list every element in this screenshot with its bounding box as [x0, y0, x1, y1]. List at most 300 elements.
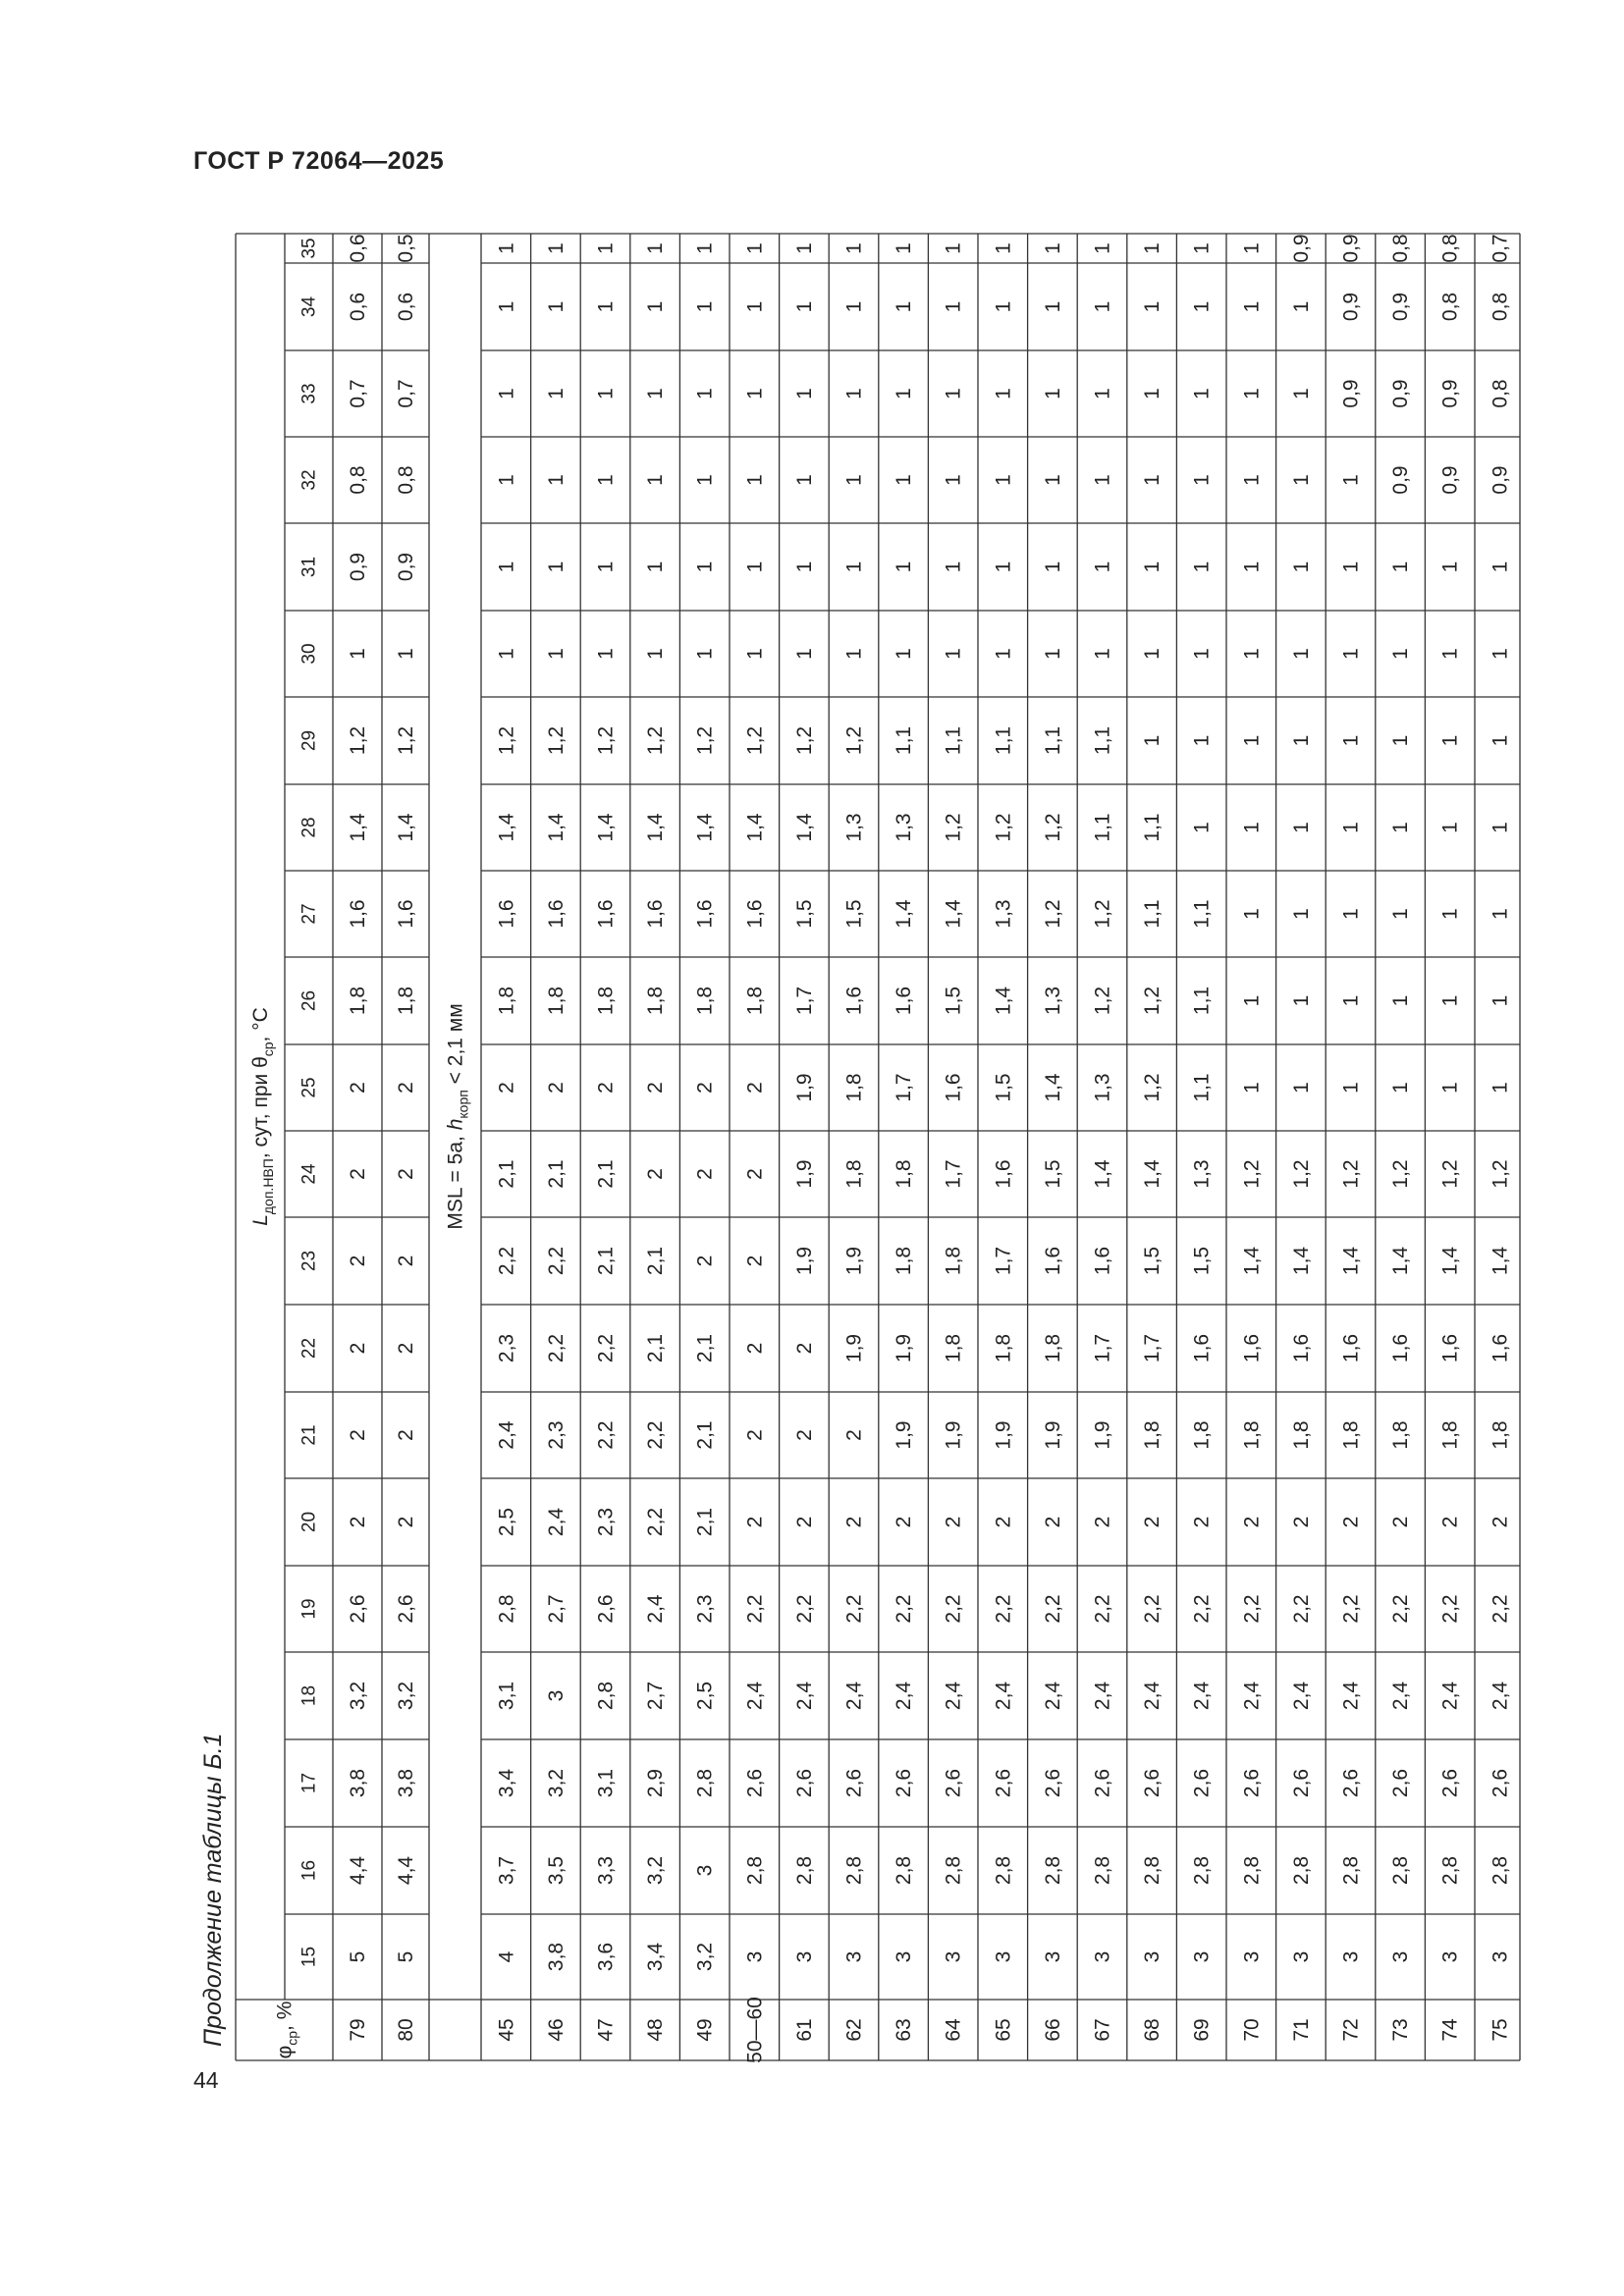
value-cell: 1,3 [991, 899, 1014, 929]
temperature-header: 35 [298, 238, 319, 259]
value-cell: 1 [1488, 822, 1511, 833]
value-cell: 3,3 [594, 1855, 617, 1886]
temperature-header: 34 [298, 295, 319, 318]
page-number: 44 [193, 2067, 219, 2093]
value-cell: 1 [892, 242, 915, 254]
value-cell: 1,9 [792, 1246, 816, 1276]
value-cell: 2 [346, 1342, 369, 1355]
value-cell: 1,8 [742, 986, 766, 1016]
value-cell: 1,2 [1041, 813, 1064, 842]
temperature-header: 27 [298, 903, 319, 925]
value-cell: 1 [1091, 648, 1113, 660]
value-cell: 1 [1339, 648, 1362, 660]
phi-cell: 80 [394, 2018, 417, 2042]
temperature-header: 29 [298, 729, 319, 752]
value-cell: 2,2 [792, 1594, 816, 1624]
value-cell: 1 [1488, 994, 1511, 1007]
value-cell: 1,6 [991, 1159, 1014, 1189]
value-cell: 2,4 [991, 1681, 1014, 1711]
value-cell: 1,6 [594, 899, 617, 929]
value-cell: 2 [991, 1516, 1014, 1528]
temperature-header: 19 [298, 1598, 319, 1620]
value-cell: 1,8 [842, 1159, 865, 1189]
temperature-header: 22 [298, 1337, 319, 1360]
value-cell: 1 [1388, 648, 1412, 660]
value-cell: 2,2 [1438, 1594, 1462, 1624]
value-cell: 3,8 [346, 1768, 369, 1798]
value-cell: 3 [1339, 1950, 1362, 1963]
value-cell: 1,2 [544, 725, 568, 756]
value-cell: 3 [792, 1950, 816, 1963]
value-cell: 2,6 [1190, 1768, 1214, 1798]
value-cell: 0,7 [1488, 234, 1511, 263]
value-cell: 1 [1438, 648, 1462, 660]
value-cell: 3,6 [594, 1942, 617, 1972]
value-cell: 1 [942, 242, 965, 254]
value-cell: 2,4 [494, 1420, 517, 1450]
value-cell: 1 [1438, 561, 1462, 573]
value-cell: 1 [792, 388, 816, 400]
value-cell: 1 [1091, 242, 1113, 254]
value-cell: 3 [892, 1950, 915, 1963]
value-cell: 1,9 [991, 1420, 1014, 1450]
value-cell: 1,6 [1438, 1333, 1462, 1363]
value-cell: 0,9 [1388, 379, 1412, 408]
value-cell: 1,6 [1091, 1246, 1113, 1276]
value-cell: 1 [1239, 242, 1263, 254]
value-cell: 1,8 [892, 1246, 915, 1276]
value-cell: 1 [693, 648, 717, 660]
value-cell: 1 [1488, 648, 1511, 660]
value-cell: 1 [643, 561, 667, 573]
value-cell: 2,4 [1488, 1681, 1511, 1711]
value-cell: 2 [693, 1168, 717, 1180]
value-cell: 0,6 [346, 292, 369, 322]
value-cell: 1 [1339, 994, 1362, 1007]
value-cell: 0,9 [1488, 465, 1511, 495]
value-cell: 1,2 [643, 725, 667, 756]
value-cell: 1 [1388, 1082, 1412, 1094]
value-cell: 2,9 [643, 1768, 667, 1798]
value-cell: 2,1 [643, 1333, 667, 1363]
value-cell: 1,6 [1339, 1333, 1362, 1363]
value-cell: 1 [892, 300, 915, 313]
value-cell: 1 [1239, 994, 1263, 1007]
value-cell: 2 [792, 1342, 816, 1355]
value-cell: 1,2 [1140, 986, 1164, 1016]
value-cell: 2,4 [1339, 1681, 1362, 1711]
phi-cell: 72 [1339, 2018, 1362, 2042]
value-cell: 1 [1091, 561, 1113, 573]
value-cell: 1,4 [1289, 1246, 1313, 1276]
value-cell: 2 [693, 1082, 717, 1094]
value-cell: 1,4 [643, 813, 667, 842]
value-cell: 1,5 [942, 986, 965, 1016]
value-cell: 3,1 [494, 1681, 517, 1711]
value-cell: 2 [643, 1168, 667, 1180]
value-cell: 1,5 [792, 899, 816, 929]
value-cell: 2,4 [892, 1681, 915, 1711]
value-cell: 1,6 [1239, 1333, 1263, 1363]
value-cell: 1,8 [842, 1073, 865, 1102]
value-cell: 1,4 [1140, 1159, 1164, 1189]
value-cell: 1,5 [1041, 1159, 1064, 1189]
value-cell: 2 [1041, 1516, 1064, 1528]
value-cell: 2 [1289, 1516, 1313, 1528]
value-cell: 1 [1289, 908, 1313, 920]
value-cell: 1,8 [1190, 1420, 1214, 1450]
value-cell: 1,6 [1388, 1333, 1412, 1363]
value-cell: 1,1 [1190, 1073, 1214, 1102]
value-cell: 3,8 [394, 1768, 417, 1798]
value-cell: 2,2 [494, 1246, 517, 1276]
value-cell: 1 [991, 388, 1014, 400]
value-cell: 2,4 [792, 1681, 816, 1711]
value-cell: 3 [1140, 1950, 1164, 1963]
value-cell: 2 [792, 1429, 816, 1441]
value-cell: 1,8 [1041, 1333, 1064, 1363]
value-cell: 1 [1190, 822, 1214, 833]
value-cell: 4,4 [346, 1855, 369, 1886]
value-cell: 1 [1488, 1082, 1511, 1094]
value-cell: 1,9 [1091, 1420, 1113, 1450]
value-cell: 1 [1239, 474, 1263, 486]
value-cell: 2,8 [1289, 1855, 1313, 1886]
value-cell: 0,8 [1438, 234, 1462, 263]
value-cell: 1 [1388, 994, 1412, 1007]
value-cell: 2,8 [693, 1768, 717, 1798]
value-cell: 2,7 [544, 1594, 568, 1624]
value-cell: 1 [942, 648, 965, 660]
value-cell: 1,8 [1239, 1420, 1263, 1450]
value-cell: 2,2 [544, 1246, 568, 1276]
value-cell: 1 [742, 648, 766, 660]
value-cell: 1 [1388, 908, 1412, 920]
value-cell: 1,8 [1140, 1420, 1164, 1450]
value-cell: 2,8 [1438, 1855, 1462, 1886]
value-cell: 1,8 [1438, 1420, 1462, 1450]
value-cell: 2 [394, 1082, 417, 1094]
value-cell: 1 [1140, 734, 1164, 747]
value-cell: 1 [1190, 561, 1214, 573]
value-cell: 0,8 [346, 465, 369, 495]
value-cell: 1,2 [1488, 1159, 1511, 1189]
value-cell: 1 [1488, 734, 1511, 747]
value-cell: 1,1 [892, 725, 915, 756]
value-cell: 1,4 [1091, 1159, 1113, 1189]
value-cell: 2 [1388, 1516, 1412, 1528]
value-cell: 1 [1289, 474, 1313, 486]
value-cell: 1 [594, 242, 617, 254]
value-cell: 1 [544, 242, 568, 254]
temperature-header: 28 [298, 817, 319, 838]
value-cell: 2 [394, 1429, 417, 1441]
value-cell: 1,6 [1041, 1246, 1064, 1276]
value-cell: 2,5 [494, 1507, 517, 1537]
value-cell: 1,4 [1438, 1246, 1462, 1276]
value-cell: 2 [643, 1082, 667, 1094]
value-cell: 1 [1239, 648, 1263, 660]
value-cell: 1,6 [942, 1073, 965, 1102]
temperature-header: 30 [298, 643, 319, 665]
value-cell: 2 [544, 1082, 568, 1094]
temperature-header: 26 [298, 989, 319, 1012]
value-cell: 2,4 [942, 1681, 965, 1711]
value-cell: 2,1 [494, 1159, 517, 1189]
value-cell: 3 [842, 1950, 865, 1963]
value-cell: 3 [1041, 1950, 1064, 1963]
value-cell: 1 [1488, 561, 1511, 573]
value-cell: 3,7 [494, 1855, 517, 1886]
phi-cell: 63 [892, 2018, 915, 2042]
value-cell: 2,8 [1239, 1855, 1263, 1886]
value-cell: 1,8 [991, 1333, 1014, 1363]
value-cell: 1 [494, 242, 517, 254]
phi-cell: 70 [1239, 2018, 1263, 2042]
value-cell: 3,4 [643, 1942, 667, 1972]
value-cell: 1 [544, 648, 568, 660]
temperature-header: 24 [298, 1163, 319, 1185]
phi-cell: 69 [1190, 2018, 1214, 2042]
phi-cell: 71 [1289, 2018, 1313, 2042]
value-cell: 1 [643, 388, 667, 400]
value-cell: 3 [544, 1689, 568, 1702]
value-cell: 1,3 [842, 813, 865, 842]
value-cell: 1 [1091, 300, 1113, 313]
value-cell: 1 [1041, 648, 1064, 660]
value-cell: 1,4 [394, 813, 417, 842]
value-cell: 2 [346, 1516, 369, 1528]
value-cell: 1 [544, 474, 568, 486]
phi-cell: 65 [991, 2018, 1014, 2042]
value-cell: 1 [594, 300, 617, 313]
value-cell: 2,4 [1438, 1681, 1462, 1711]
value-cell: 2,3 [544, 1420, 568, 1450]
phi-cell: 45 [494, 2018, 517, 2042]
temperature-header: 32 [298, 469, 319, 491]
value-cell: 1,9 [1041, 1420, 1064, 1450]
value-cell: 2 [346, 1429, 369, 1441]
value-cell: 2,6 [792, 1768, 816, 1798]
value-cell: 2,4 [643, 1594, 667, 1624]
value-cell: 2,6 [346, 1594, 369, 1624]
value-cell: 3,2 [693, 1942, 717, 1972]
value-cell: 2,2 [1339, 1594, 1362, 1624]
value-cell: 1,1 [1190, 986, 1214, 1016]
value-cell: 1 [792, 300, 816, 313]
value-cell: 1 [643, 648, 667, 660]
value-cell: 1 [1438, 908, 1462, 920]
value-cell: 1,2 [1239, 1159, 1263, 1189]
value-cell: 1,4 [892, 899, 915, 929]
value-cell: 1,8 [942, 1246, 965, 1276]
value-cell: 1 [693, 561, 717, 573]
value-cell: 1 [643, 474, 667, 486]
value-cell: 2,8 [594, 1681, 617, 1711]
value-cell: 1 [693, 300, 717, 313]
value-cell: 1 [494, 300, 517, 313]
value-cell: 1,2 [1091, 899, 1113, 929]
value-cell: 1 [1239, 1082, 1263, 1094]
value-cell: 1 [792, 648, 816, 660]
value-cell: 1 [1388, 822, 1412, 833]
value-cell: 1,5 [991, 1073, 1014, 1102]
value-cell: 1,8 [594, 986, 617, 1016]
value-cell: 1 [1041, 388, 1064, 400]
value-cell: 1,8 [693, 986, 717, 1016]
section-label: MSL = 5a, $h_{корп} < 2,1$ мм [444, 1003, 471, 1230]
temperature-header: 33 [298, 383, 319, 404]
value-cell: 0,8 [394, 465, 417, 495]
value-cell: 1,2 [742, 725, 766, 756]
value-cell: 1,4 [991, 986, 1014, 1016]
value-cell: 1,4 [494, 813, 517, 842]
phi-cell: 79 [346, 2018, 369, 2042]
value-cell: 1 [1239, 388, 1263, 400]
value-cell: 2,8 [842, 1855, 865, 1886]
value-cell: 2,1 [594, 1159, 617, 1189]
value-cell: 1 [942, 300, 965, 313]
value-cell: 1,9 [942, 1420, 965, 1450]
value-cell: 2,3 [594, 1507, 617, 1537]
value-cell: 1,1 [942, 725, 965, 756]
value-cell: 2,4 [742, 1681, 766, 1711]
value-cell: 1 [1239, 561, 1263, 573]
value-cell: 2,2 [1388, 1594, 1412, 1624]
value-cell: 2,8 [1190, 1855, 1214, 1886]
value-cell: 1,6 [1190, 1333, 1214, 1363]
value-cell: 1 [693, 242, 717, 254]
value-cell: 2 [742, 1255, 766, 1267]
value-cell: 3 [1239, 1950, 1263, 1963]
value-cell: 2 [394, 1342, 417, 1355]
value-cell: 3 [1388, 1950, 1412, 1963]
value-cell: 4 [494, 1950, 517, 1963]
value-cell: 1,9 [792, 1073, 816, 1102]
value-cell: 1,5 [1140, 1246, 1164, 1276]
value-cell: 1 [1140, 648, 1164, 660]
value-cell: 2,2 [1091, 1594, 1113, 1624]
phi-cell: 50—60 [742, 1997, 766, 2063]
value-cell: 2,1 [693, 1420, 717, 1450]
value-cell: 1 [1239, 734, 1263, 747]
value-cell: 5 [346, 1950, 369, 1963]
value-cell: 1,4 [693, 813, 717, 842]
value-cell: 3,2 [346, 1681, 369, 1711]
value-cell: 2,6 [1339, 1768, 1362, 1798]
phi-cell: 64 [942, 2018, 965, 2042]
value-cell: 0,9 [1339, 379, 1362, 408]
value-cell: 1 [1140, 561, 1164, 573]
value-cell: 1,4 [1388, 1246, 1412, 1276]
value-cell: 1,2 [842, 725, 865, 756]
value-cell: 2 [394, 1255, 417, 1267]
value-cell: 2,8 [991, 1855, 1014, 1886]
value-cell: 0,9 [1289, 234, 1313, 263]
value-cell: 2,2 [594, 1333, 617, 1363]
value-cell: 1,7 [1091, 1333, 1113, 1363]
value-cell: 2,2 [1190, 1594, 1214, 1624]
value-cell: 1 [1438, 822, 1462, 833]
value-cell: 2,4 [1091, 1681, 1113, 1711]
value-cell: 1 [643, 242, 667, 254]
value-cell: 2,6 [1041, 1768, 1064, 1798]
value-cell: 3 [942, 1950, 965, 1963]
value-cell: 4,4 [394, 1855, 417, 1886]
table-continuation-caption: Продолжение таблицы Б.1 [199, 1733, 227, 2047]
value-cell: 1 [1438, 734, 1462, 747]
value-cell: 1 [991, 474, 1014, 486]
value-cell: 0,7 [346, 379, 369, 408]
value-cell: 1 [1041, 561, 1064, 573]
value-cell: 2,4 [1388, 1681, 1412, 1711]
value-cell: 1,4 [1488, 1246, 1511, 1276]
value-cell: 1 [494, 561, 517, 573]
value-cell: 1,2 [346, 725, 369, 756]
value-cell: 2 [1339, 1516, 1362, 1528]
value-cell: 0,9 [1339, 234, 1362, 263]
value-cell: 1 [1438, 994, 1462, 1007]
value-cell: 2,1 [594, 1246, 617, 1276]
value-cell: 1 [742, 561, 766, 573]
value-cell: 1 [842, 300, 865, 313]
value-cell: 2 [792, 1516, 816, 1528]
temperature-header: 17 [298, 1772, 319, 1794]
value-cell: 3 [991, 1950, 1014, 1963]
value-cell: 1,1 [1091, 813, 1113, 842]
value-cell: 1,4 [1339, 1246, 1362, 1276]
value-cell: 1 [1339, 822, 1362, 833]
value-cell: 3 [693, 1864, 717, 1877]
value-cell: 1,2 [792, 725, 816, 756]
value-cell: 1 [1339, 908, 1362, 920]
value-cell: 2 [594, 1082, 617, 1094]
value-cell: 1,2 [693, 725, 717, 756]
value-cell: 1,7 [892, 1073, 915, 1102]
value-cell: 1,8 [1488, 1420, 1511, 1450]
value-cell: 1,6 [842, 986, 865, 1016]
phi-header: $\varphi_{ср}$, % [273, 2001, 300, 2059]
value-cell: 2,4 [1190, 1681, 1214, 1711]
value-cell: 2 [1140, 1516, 1164, 1528]
value-cell: 1,7 [942, 1159, 965, 1189]
value-cell: 3,1 [594, 1768, 617, 1798]
value-cell: 1 [1488, 908, 1511, 920]
value-cell: 1 [991, 648, 1014, 660]
value-cell: 1,1 [1140, 813, 1164, 842]
column-group-header: $L_{доп.НВП}$, сут, при $\theta_{ср}$, °C [248, 1007, 276, 1226]
value-cell: 1,9 [842, 1246, 865, 1276]
value-cell: 2,2 [1289, 1594, 1313, 1624]
value-cell: 1 [643, 300, 667, 313]
value-cell: 1,2 [1388, 1159, 1412, 1189]
value-cell: 2 [1488, 1516, 1511, 1528]
value-cell: 1,6 [346, 899, 369, 929]
value-cell: 2,8 [942, 1855, 965, 1886]
value-cell: 1,4 [1239, 1246, 1263, 1276]
value-cell: 1 [1239, 908, 1263, 920]
value-cell: 1 [1140, 388, 1164, 400]
value-cell: 1 [346, 648, 369, 660]
value-cell: 1,3 [892, 813, 915, 842]
value-cell: 1,4 [942, 899, 965, 929]
value-cell: 1,2 [942, 813, 965, 842]
value-cell: 2 [1190, 1516, 1214, 1528]
value-cell: 1 [892, 648, 915, 660]
value-cell: 0,6 [394, 292, 417, 322]
document-header: ГОСТ Р 72064—2025 [193, 147, 445, 175]
value-cell: 1 [1190, 300, 1214, 313]
